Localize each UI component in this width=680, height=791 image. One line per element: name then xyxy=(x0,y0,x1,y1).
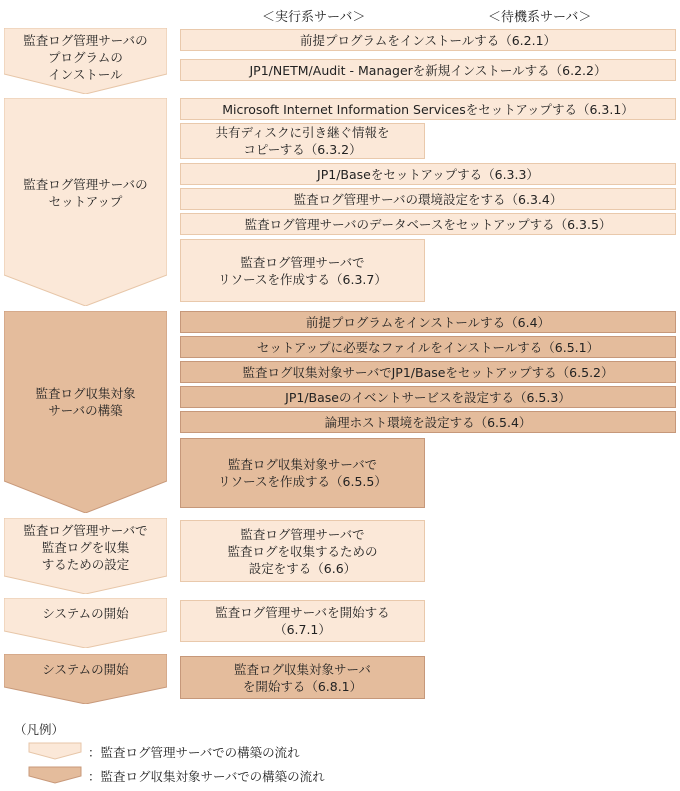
step-manager-database: 監査ログ管理サーバのデータベースをセットアップする（6.3.5） xyxy=(180,213,676,235)
legend-label: ：監査ログ管理サーバでの構築の流れ xyxy=(88,745,300,760)
phase-label: 監査ログ管理サーバで 監査ログを収集 するための設定 xyxy=(23,523,148,572)
header-active-server: ＜実行系サーバ＞ xyxy=(262,10,366,25)
phase-arrow-collect-settings xyxy=(4,518,167,594)
legend-label: ：監査ログ収集対象サーバでの構築の流れ xyxy=(88,769,325,784)
step-target-install-files: セットアップに必要なファイルをインストールする（6.5.1） xyxy=(180,336,676,358)
legend-arrow-target-icon xyxy=(28,766,82,784)
step-install-audit-manager: JP1/NETM/Audit - Managerを新規インストールする（6.2.2） xyxy=(180,59,676,81)
step-start-manager: 監査ログ管理サーバを開始する （6.7.1） xyxy=(180,600,425,642)
legend-arrow-manager-icon xyxy=(28,742,82,760)
step-setup-jp1-base: JP1/Baseをセットアップする（6.3.3） xyxy=(180,163,676,185)
legend-title: （凡例） xyxy=(14,722,65,737)
phase-arrow-start-target xyxy=(4,654,167,704)
step-start-target: 監査ログ収集対象サーバ を開始する（6.8.1） xyxy=(180,656,425,699)
step-target-resources: 監査ログ収集対象サーバで リソースを作成する（6.5.5） xyxy=(180,438,425,508)
step-target-event-service: JP1/Baseのイベントサービスを設定する（6.5.3） xyxy=(180,386,676,408)
step-manager-environment: 監査ログ管理サーバの環境設定をする（6.3.4） xyxy=(180,188,676,210)
phase-arrow-setup xyxy=(4,98,167,306)
phase-arrow-start-manager xyxy=(4,598,167,648)
step-install-prereq: 前提プログラムをインストールする（6.2.1） xyxy=(180,29,676,51)
step-manager-resources: 監査ログ管理サーバで リソースを作成する（6.3.7） xyxy=(180,239,425,302)
step-copy-shared-disk-info: 共有ディスクに引き継ぐ情報を コピーする（6.3.2） xyxy=(180,123,425,159)
phase-label: 監査ログ管理サーバの プログラムの インストール xyxy=(23,33,148,82)
phase-label: システムの開始 xyxy=(42,606,129,621)
step-setup-iis: Microsoft Internet Information Servicesをセットアップする（6.3.1） xyxy=(180,98,676,120)
step-target-setup-jp1-base: 監査ログ収集対象サーバでJP1/Baseをセットアップする（6.5.2） xyxy=(180,361,676,383)
step-target-install-prereq: 前提プログラムをインストールする（6.4） xyxy=(180,311,676,333)
phase-label: システムの開始 xyxy=(42,662,129,677)
phase-label: 監査ログ収集対象 サーバの構築 xyxy=(35,386,136,418)
step-collect-settings: 監査ログ管理サーバで 監査ログを収集するための 設定をする（6.6） xyxy=(180,520,425,582)
phase-arrow-install xyxy=(4,28,167,94)
phase-label: 監査ログ管理サーバの セットアップ xyxy=(23,177,148,209)
header-standby-server: ＜待機系サーバ＞ xyxy=(488,10,592,25)
phase-arrow-target-build xyxy=(4,311,167,513)
step-target-logical-host: 論理ホスト環境を設定する（6.5.4） xyxy=(180,411,676,433)
